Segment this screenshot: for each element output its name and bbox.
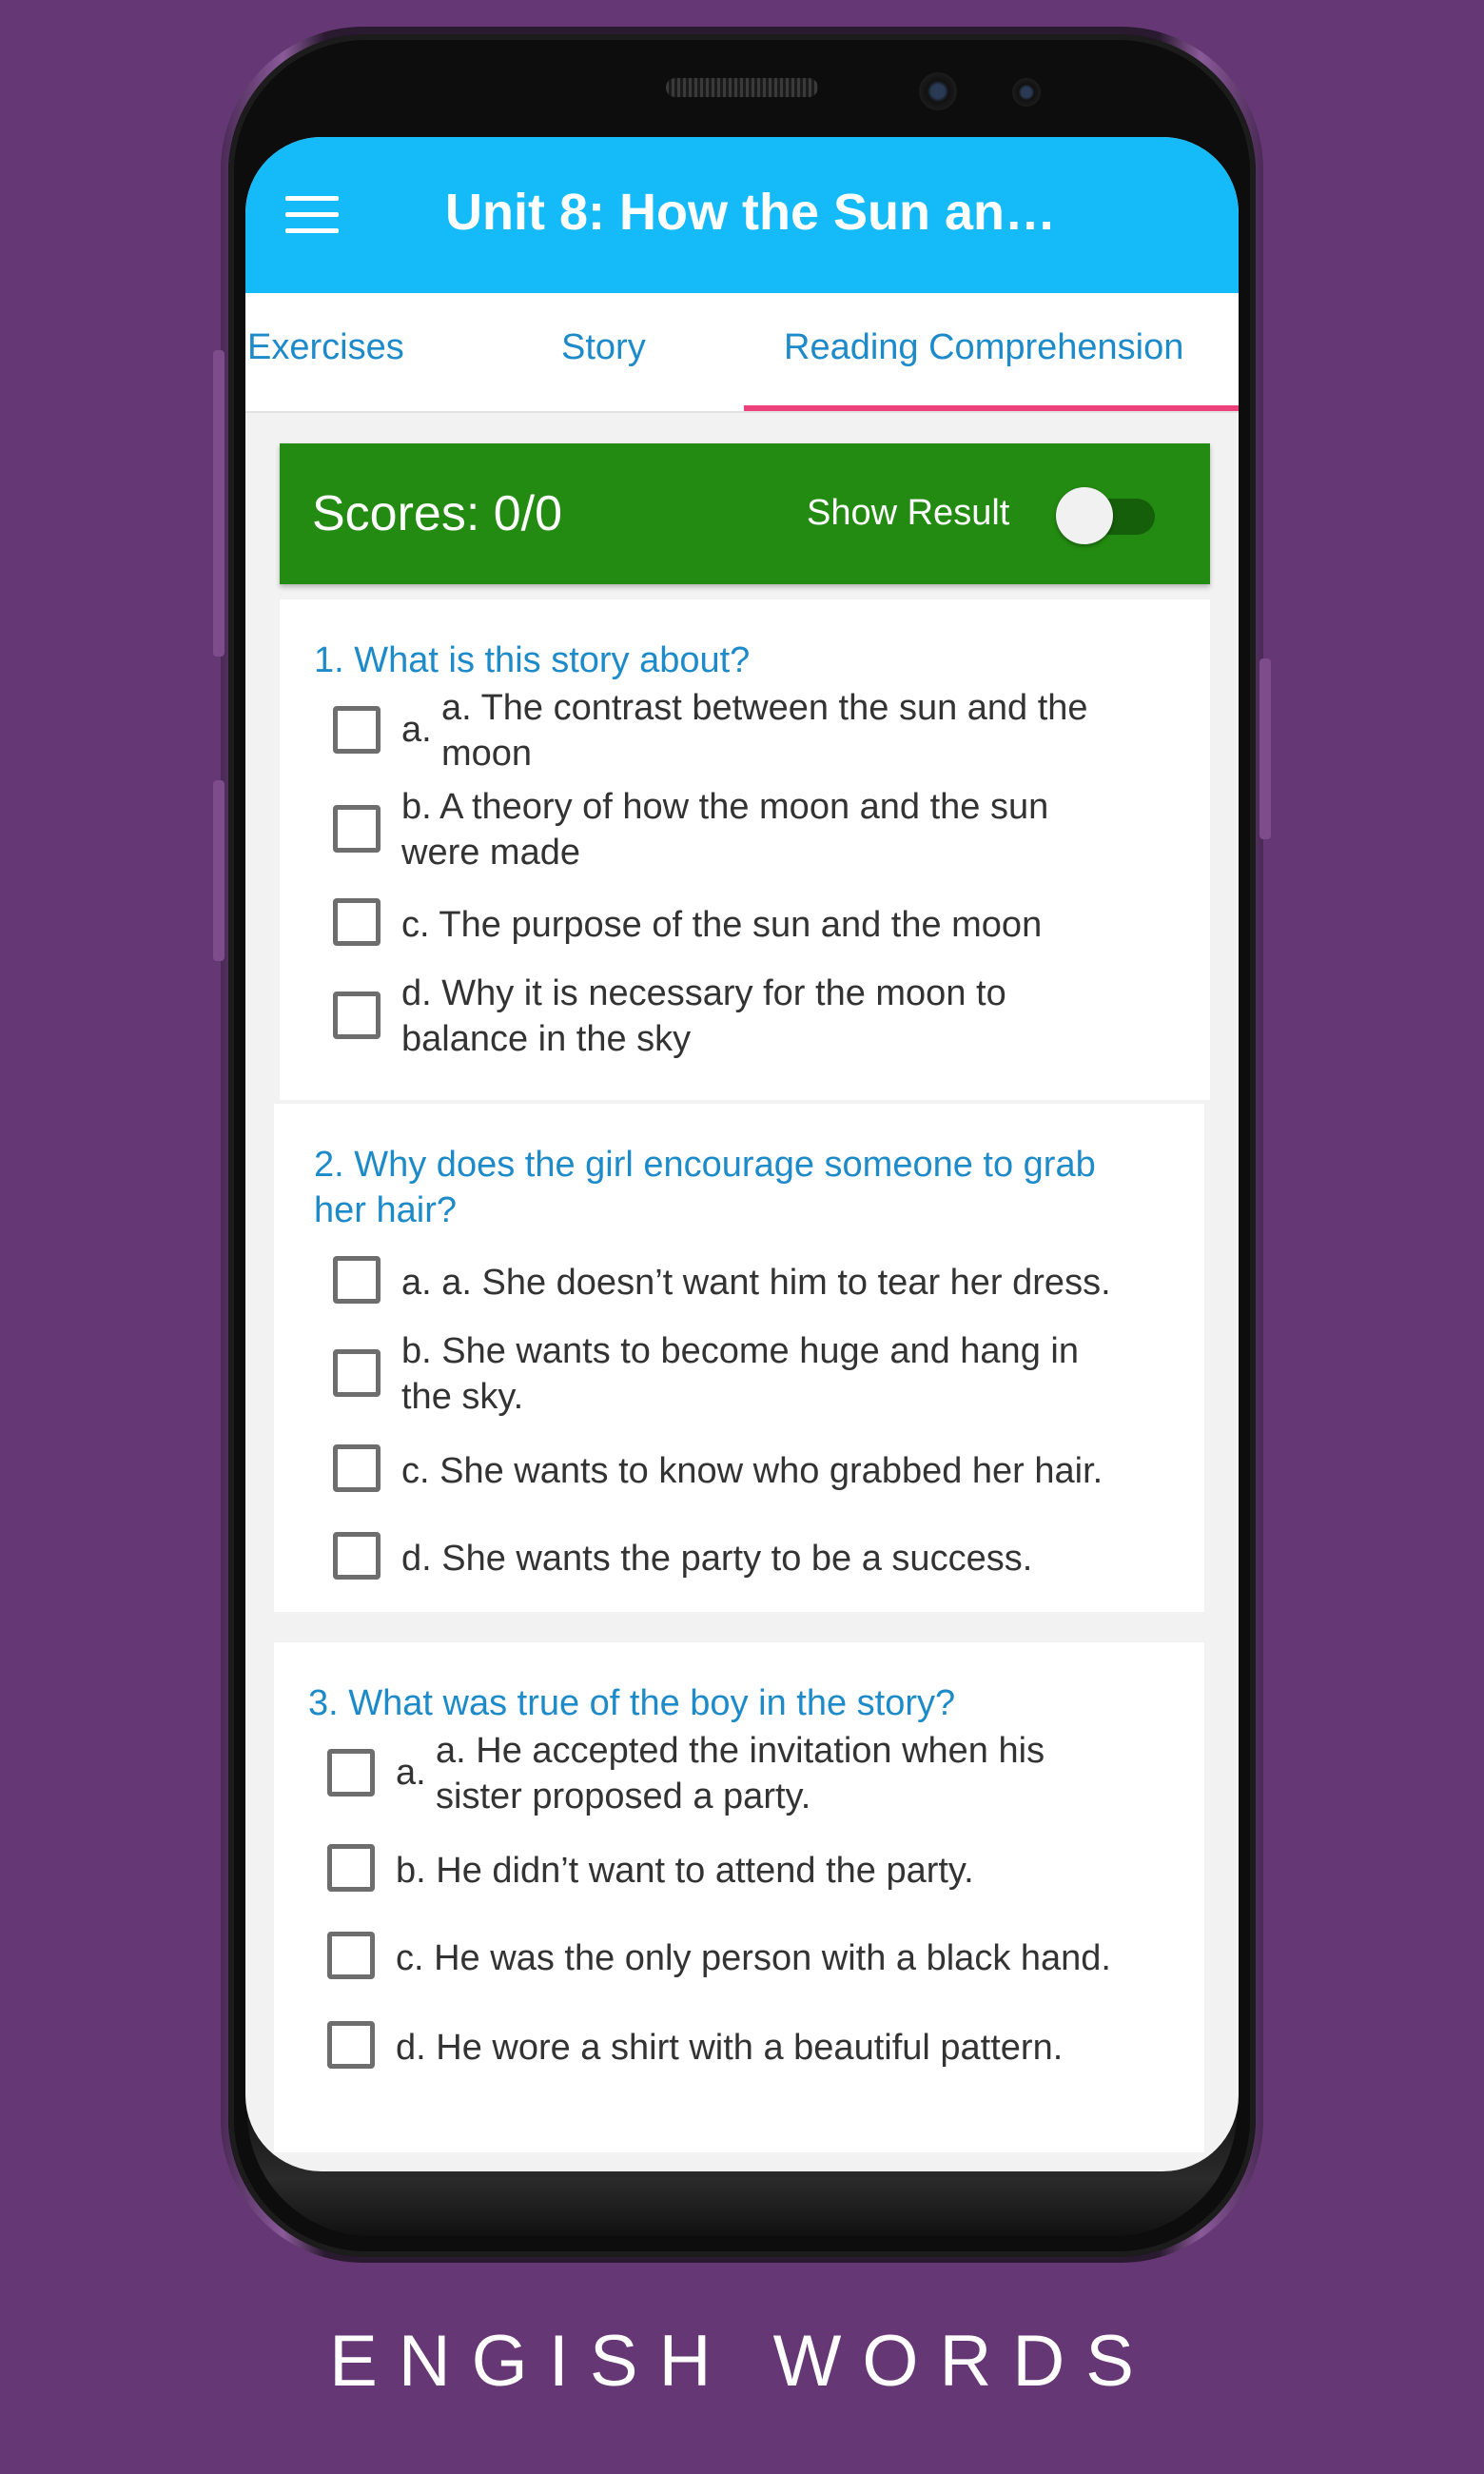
option-prefix: a. (401, 710, 432, 750)
phone-bixby-button (213, 780, 225, 961)
option-label[interactable]: b. A theory of how the moon and the sun were made (401, 787, 1049, 873)
option-label[interactable]: d. He wore a shirt with a beautiful pattern. (396, 2028, 1064, 2068)
option-checkbox[interactable] (333, 706, 381, 754)
option-label[interactable]: a. a. She doesn’t want him to tear her dress. (401, 1263, 1111, 1303)
question-card-1 (280, 599, 1210, 1100)
question-title: 1. What is this story about? (314, 640, 751, 680)
option-checkbox[interactable] (333, 1349, 381, 1397)
app-screen (245, 137, 1239, 2171)
app-bar (245, 137, 1239, 293)
option-label[interactable]: b. He didn’t want to attend the party. (396, 1851, 974, 1891)
option-prefix: a. (396, 1753, 426, 1793)
tab-exercises[interactable]: Exercises (247, 327, 404, 367)
option-checkbox[interactable] (333, 1532, 381, 1580)
question-card-2 (274, 1104, 1204, 1612)
option-checkbox[interactable] (327, 2021, 375, 2069)
option-checkbox[interactable] (333, 1256, 381, 1304)
option-checkbox[interactable] (333, 1444, 381, 1492)
question-title: 2. Why does the girl encourage someone to grab her hair? (314, 1145, 1096, 1230)
option-checkbox[interactable] (327, 1932, 375, 1979)
option-checkbox[interactable] (333, 805, 381, 853)
active-tab-indicator (744, 405, 1239, 411)
option-label[interactable]: a. He accepted the invitation when his sister proposed a party. (436, 1731, 1045, 1816)
question-title: 3. What was true of the boy in the story? (308, 1683, 956, 1723)
front-camera-icon (919, 72, 957, 110)
footer-caption: ENGISH WORDS (329, 2321, 1155, 2402)
show-result-label: Show Result (807, 493, 1010, 533)
option-label[interactable]: d. Why it is necessary for the moon to balance in the sky (401, 973, 1006, 1059)
question-card-3 (274, 1642, 1204, 2152)
option-label[interactable]: d. She wants the party to be a success. (401, 1539, 1033, 1579)
option-checkbox[interactable] (333, 992, 381, 1039)
sensor-icon (1012, 78, 1041, 107)
earpiece-speaker (666, 78, 818, 97)
page-title: Unit 8: How the Sun an… (445, 184, 1056, 241)
tab-bar (245, 293, 1239, 413)
score-label: Scores: 0/0 (312, 486, 563, 541)
option-label[interactable]: c. He was the only person with a black hand. (396, 1938, 1111, 1978)
hamburger-menu-icon[interactable] (285, 196, 339, 234)
option-checkbox[interactable] (327, 1749, 375, 1797)
tab-story[interactable]: Story (561, 327, 646, 367)
option-label[interactable]: b. She wants to become huge and hang in the sky. (401, 1331, 1079, 1417)
option-label[interactable]: a. The contrast between the sun and the moon (441, 688, 1088, 774)
toggle-thumb[interactable] (1056, 487, 1113, 544)
phone-power-button (1259, 658, 1271, 839)
option-label[interactable]: c. She wants to know who grabbed her hair. (401, 1451, 1103, 1491)
phone-volume-button (213, 350, 225, 657)
score-bar (280, 443, 1210, 584)
tab-reading-comprehension[interactable]: Reading Comprehension (784, 327, 1184, 367)
option-checkbox[interactable] (327, 1844, 375, 1892)
option-checkbox[interactable] (333, 898, 381, 946)
option-label[interactable]: c. The purpose of the sun and the moon (401, 905, 1043, 945)
